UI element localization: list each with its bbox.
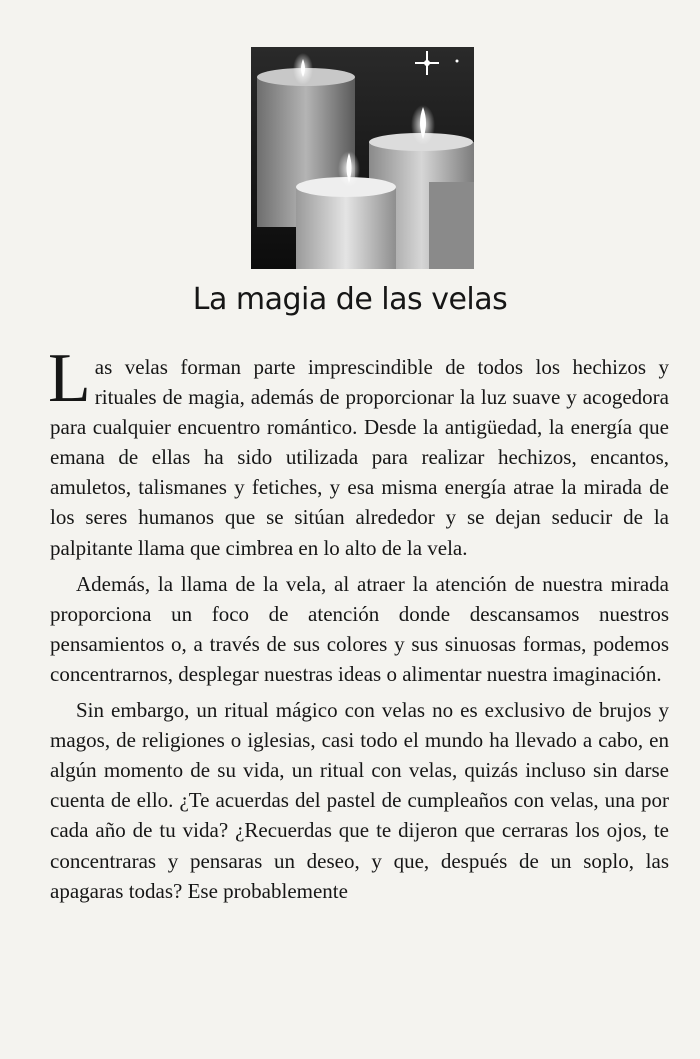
paragraph-1 <box>48 340 669 563</box>
paragraph-2: Además, la llama de la vela, al atraer la atención de nuestra mirada proporciona un foco de atención donde descansamos nuestros pensamientos o, a través de sus colores y sus sinuosas formas, podemos concentrarnos, desplegar nuestras ideas o alimentar nuestra imaginación. <box>50 571 669 686</box>
drop-cap: L <box>48 340 91 417</box>
body-text <box>48 340 669 912</box>
candles-photo <box>251 47 474 269</box>
page-title: La magia de las velas <box>192 282 508 317</box>
paragraph-3: Sin embargo, un ritual mágico con velas no es exclusivo de brujos y magos, de religiones o iglesias, casi todo el mundo ha llevado a cabo, en algún momento de su vida, un ritual con velas, quizás incluso sin darse cuenta de ello. ¿Te acuerdas del pastel de cumpleaños con velas, una por cada año de tu vida? ¿Recuerdas que te dijeron que cerraras los ojos, te concentraras y pensaras un deseo, y que, después de un soplo, las apagaras todas? Ese probablemente <box>50 698 669 903</box>
paragraph-1-text: as velas forman parte imprescindible de todos los hechizos y rituales de magia, además de proporcionar la luz suave y acogedora para cualquier encuentro romántico. Desde la antigüedad, la energía que emana de ellas ha sido utilizada para realizar hechizos, encantos, amuletos, talismanes y fetiches, y esa misma energía atrae la mirada de los seres humanos que se sitúan alrededor y se dejan seducir de la palpitante llama que cimbrea en lo alto de la vela. <box>50 355 669 560</box>
